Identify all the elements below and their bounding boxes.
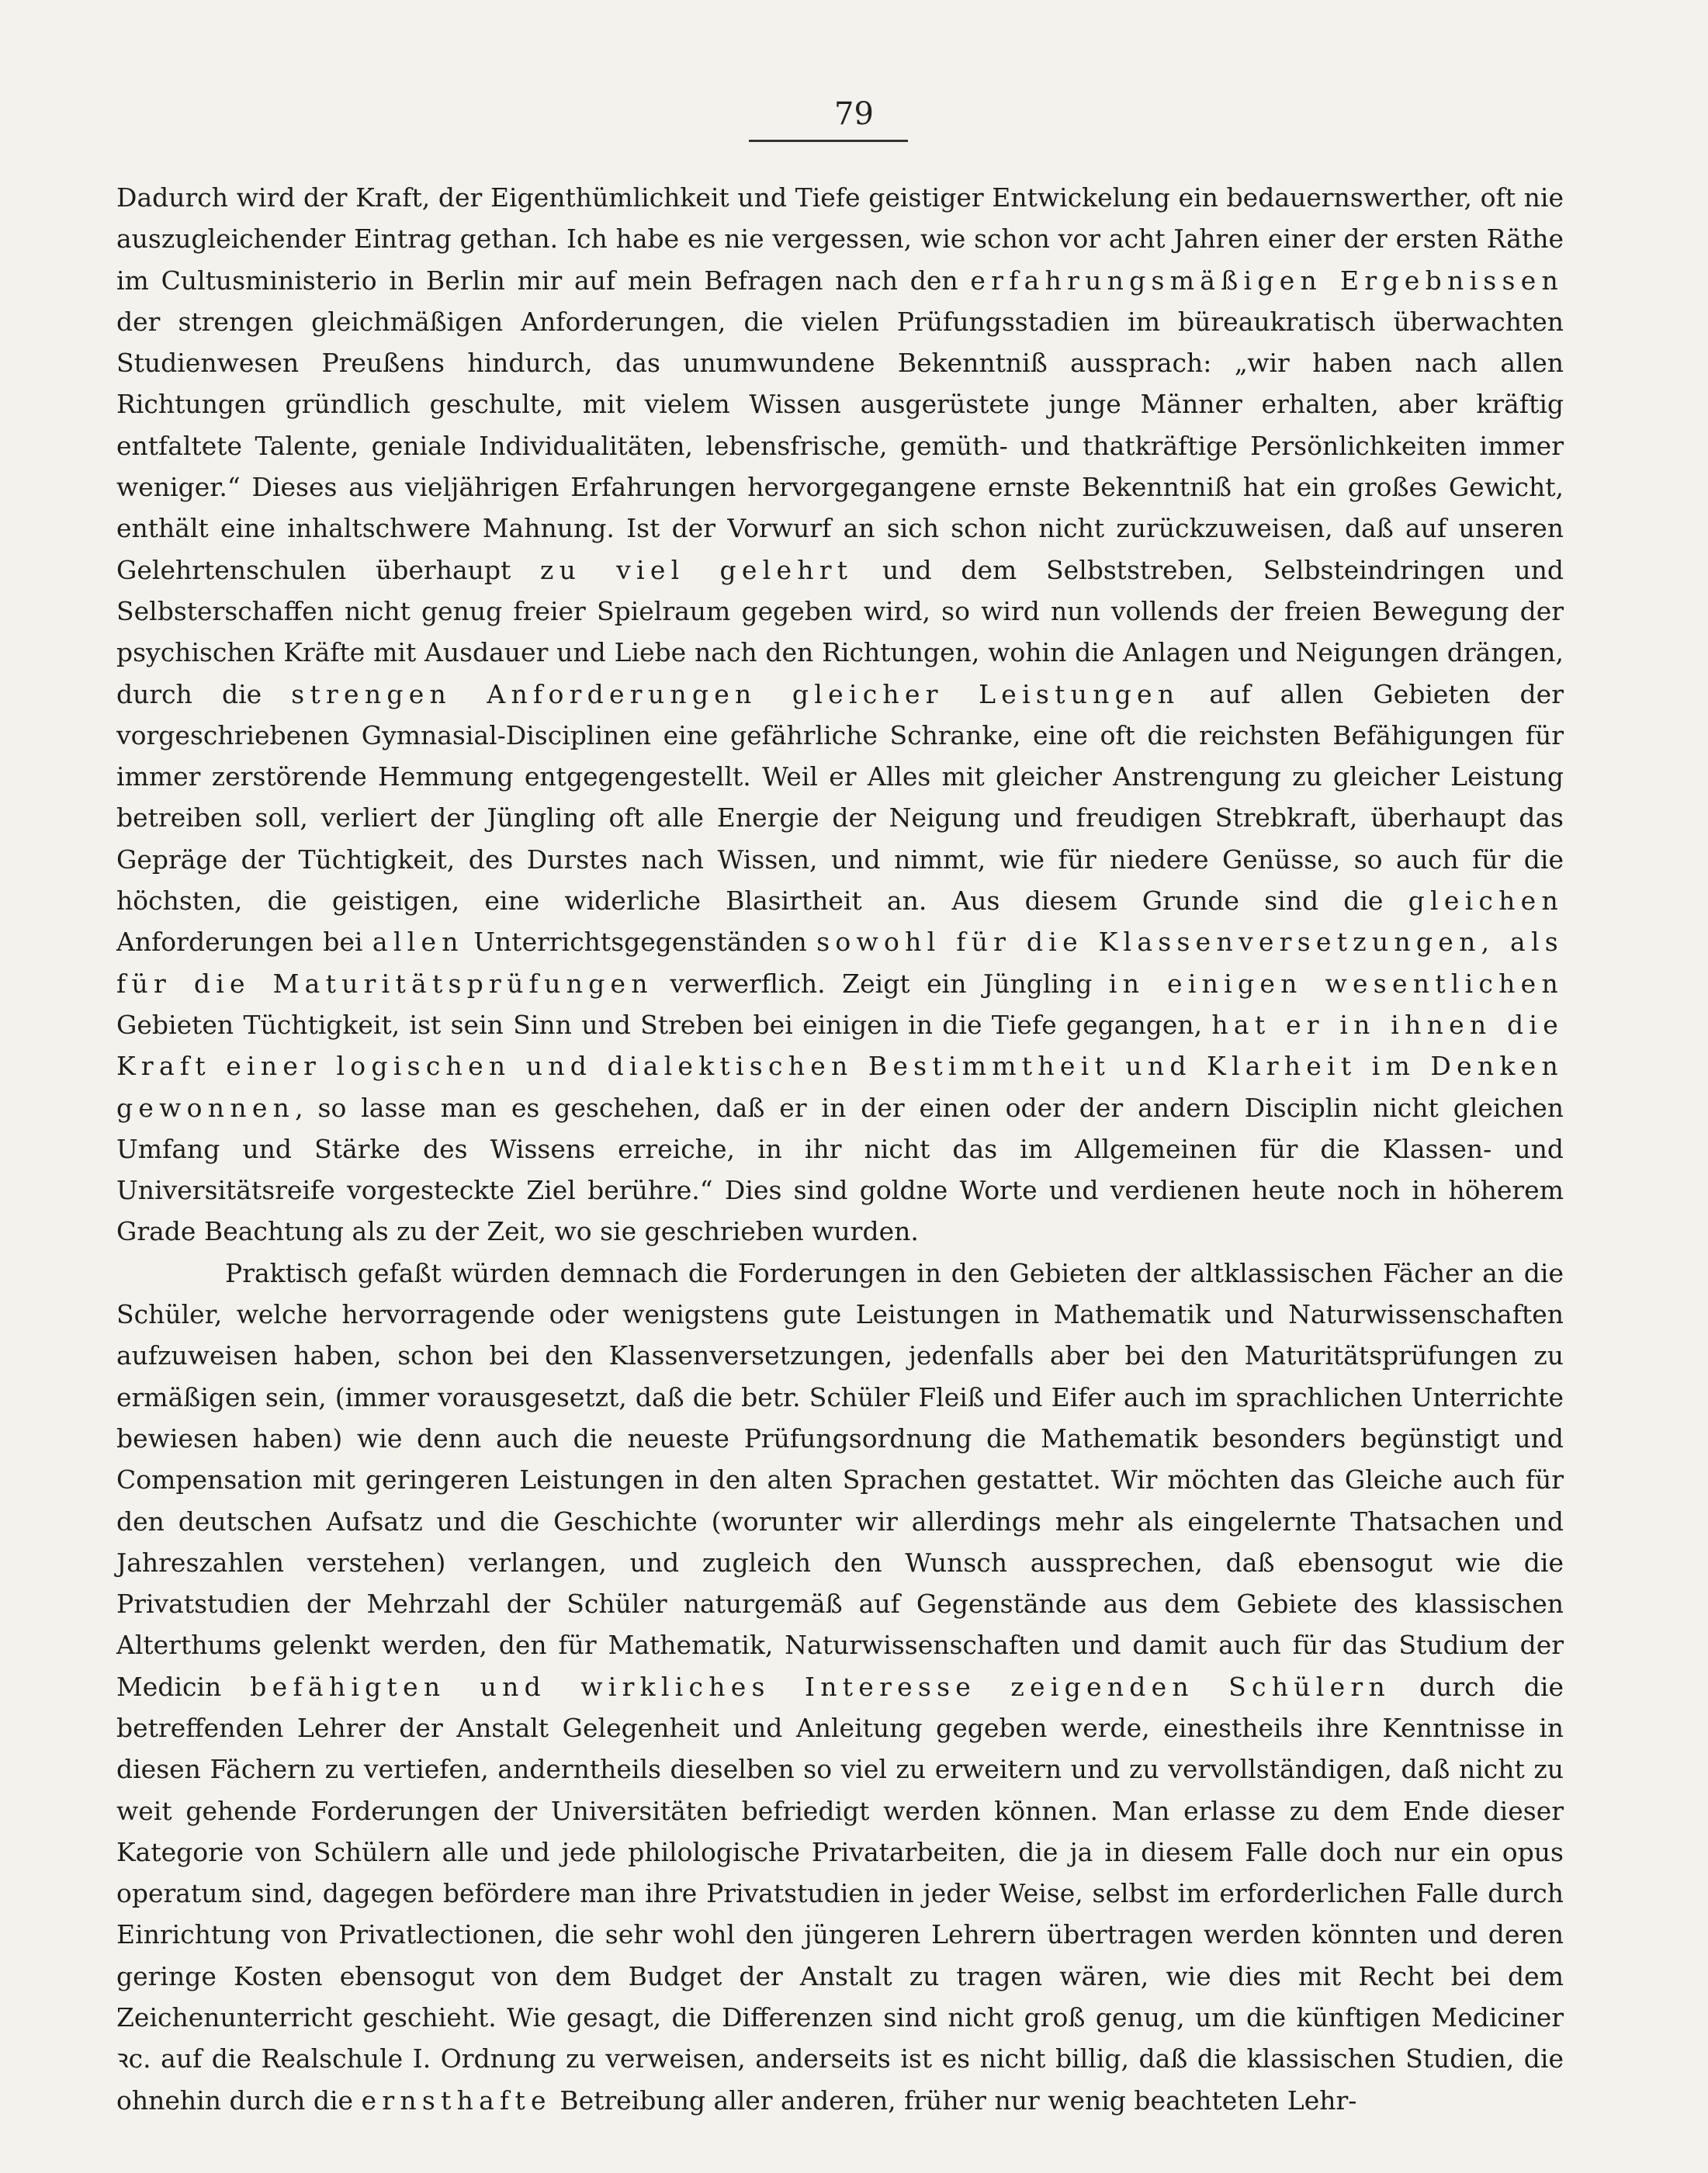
paragraph (116, 1253, 1564, 2121)
spaced-emphasis: allen (372, 927, 464, 958)
text-run: verwerflich. Zeigt ein Jüngling (653, 968, 1109, 999)
text-run: Dadurch wird der Kraft, der Eigenthümlichkeit und Tiefe geistiger Entwickelung ein bedauernswerther, oft nie auszugleichender Eintrag gethan. Ich habe es nie vergessen, wie schon vor acht Jahren einer der ersten Räthe im Cultusministerio in Berlin mir auf mein Befragen nach den (116, 182, 1564, 296)
spaced-emphasis: hat er in ihnen die Kraft einer logischen und dialektischen Bestimmtheit und Klarheit im Denken gewonnen (116, 1009, 1564, 1123)
text-run: Gebieten Tüchtigkeit, ist sein Sinn und Streben bei einigen in die Tiefe gegangen, (116, 1009, 1212, 1040)
body-text (116, 177, 1564, 2121)
text-run: Unterrichtsgegenständen (463, 927, 817, 958)
spaced-emphasis: zu viel gelehrt (540, 554, 854, 585)
text-run: , so lasse man es geschehen, daß er in der einen oder der andern Disciplin nicht gleichen Umfang und Stärke des Wissens erreiche, in ihr nicht das im Allgemeinen für die Klassen- und Universitätsreife vorgesteckte Ziel berühre.“ Dies sind goldne Worte und verdienen heute noch in höherem Grade Beachtung als zu der Zeit, wo sie geschrieben wurden. (116, 1092, 1564, 1247)
spaced-emphasis: sowohl für die Klassenversetzungen, als für die Maturitätsprüfungen (116, 927, 1564, 999)
spaced-emphasis: in einigen wesentlichen (1108, 968, 1564, 999)
text-run: der strengen gleichmäßigen Anforderungen, die vielen Prüfungsstadien im büreaukratisch überwachten Studienwesen Preußens hindurch, das unumwundene Bekenntniß aussprach: „wir haben nach allen Richtungen gründlich geschulte, mit vielem Wissen ausgerüstete junge Männer erhalten, aber kräftig entfaltete Talente, geniale Individualitäten, lebensfrische, gemüth- und thatkräftige Persönlichkeiten immer weniger.“ Dieses aus vieljährigen Erfahrungen hervorgegangene ernste Bekenntniß hat ein großes Gewicht, enthält eine inhaltschwere Mahnung. Ist der Vorwurf an sich schon nicht zurückzuweisen, daß auf unseren Gelehrtenschulen überhaupt (116, 306, 1564, 585)
paragraph (116, 177, 1564, 1253)
page-number: 79 (834, 96, 874, 132)
spaced-emphasis: befähigten und wirkliches Interesse zeigenden Schülern (250, 1671, 1391, 1702)
spaced-emphasis: gleichen (1408, 885, 1564, 917)
spaced-emphasis: ernsthafte (361, 2085, 552, 2116)
text-run: auf allen Gebieten der vorgeschriebenen Gymnasial-Disciplinen eine gefährliche Schranke, eine oft die reichsten Befähigungen für immer zerstörende Hemmung entgegengestellt. Weil er Alles mit gleicher Anstrengung zu gleicher Leistung betreiben soll, verliert der Jüngling oft alle Energie der Neigung und freudigen Strebkraft, überhaupt das Gepräge der Tüchtigkeit, des Durstes nach Wissen, und nimmt, wie für niedere Genüsse, so auch für die höchsten, die geistigen, eine widerliche Blasirtheit an. Aus diesem Grunde sind die (116, 678, 1564, 917)
header-rule (749, 140, 908, 142)
spaced-emphasis: strengen Anforderungen gleicher Leistungen (291, 678, 1180, 709)
text-run: durch die betreffenden Lehrer der Anstalt Gelegenheit und Anleitung gegeben werde, einestheils ihre Kenntnisse in diesen Fächern zu vertiefen, anderntheils dieselben so viel zu erweitern und zu vervollständigen, daß nicht zu weit gehende Forderungen der Universitäten befriedigt werden können. Man erlasse zu dem Ende dieser Kategorie von Schülern alle und jede philologische Privatarbeiten, die ja in diesem Falle doch nur ein opus operatum sind, dagegen befördere man ihre Privatstudien in jeder Weise, selbst im erforderlichen Falle durch Einrichtung von Privatlectionen, die sehr wohl den jüngeren Lehrern übertragen werden könnten und deren geringe Kosten ebensogut von dem Budget der Anstalt zu tragen wären, wie dies mit Recht bei dem Zeichenunterricht geschieht. Wie gesagt, die Differenzen sind nicht groß genug, um die künftigen Mediciner ꝛc. auf die Realschule I. Ordnung zu verweisen, anderseits ist es nicht billig, daß die klassischen Studien, die ohnehin durch die (116, 1671, 1564, 2116)
text-run: Betreibung aller anderen, früher nur wenig beachteten Lehr- (551, 2085, 1357, 2116)
text-run: und dem Selbststreben, Selbsteindringen und Selbsterschaffen nicht genug freier Spielraum gegeben wird, so wird nun vollends der freien Bewegung der psychischen Kräfte mit Ausdauer und Liebe nach den Richtungen, wohin die Anlagen und Neigungen drängen, durch die (116, 554, 1564, 709)
text-run: Praktisch gefaßt würden demnach die Forderungen in den Gebieten der altklassischen Fächer an die Schüler, welche hervorragende oder wenigstens gute Leistungen in Mathematik und Naturwissenschaften aufzuweisen haben, schon bei den Klassenversetzungen, jedenfalls aber bei den Maturitätsprüfungen zu ermäßigen sein, (immer vorausgesetzt, daß die betr. Schüler Fleiß und Eifer auch im sprachlichen Unterrichte bewiesen haben) wie denn auch die neueste Prüfungsordnung die Mathematik besonders begünstigt und Compensation mit geringeren Leistungen in den alten Sprachen gestattet. Wir möchten das Gleiche auch für den deutschen Aufsatz und die Geschichte (worunter wir allerdings mehr als eingelernte Thatsachen und Jahreszahlen verstehen) verlangen, und zugleich den Wunsch aussprechen, daß ebensogut wie die Privatstudien der Mehrzahl der Schüler naturgemäß auf Gegenstände aus dem Gebiete des klassischen Alterthums gelenkt werden, den für Mathematik, Naturwissenschaften und damit auch für das Studium der Medicin (116, 1257, 1564, 1702)
text-run: Anforderungen bei (116, 927, 372, 958)
spaced-emphasis: erfahrungsmäßigen Ergebnissen (970, 265, 1564, 296)
